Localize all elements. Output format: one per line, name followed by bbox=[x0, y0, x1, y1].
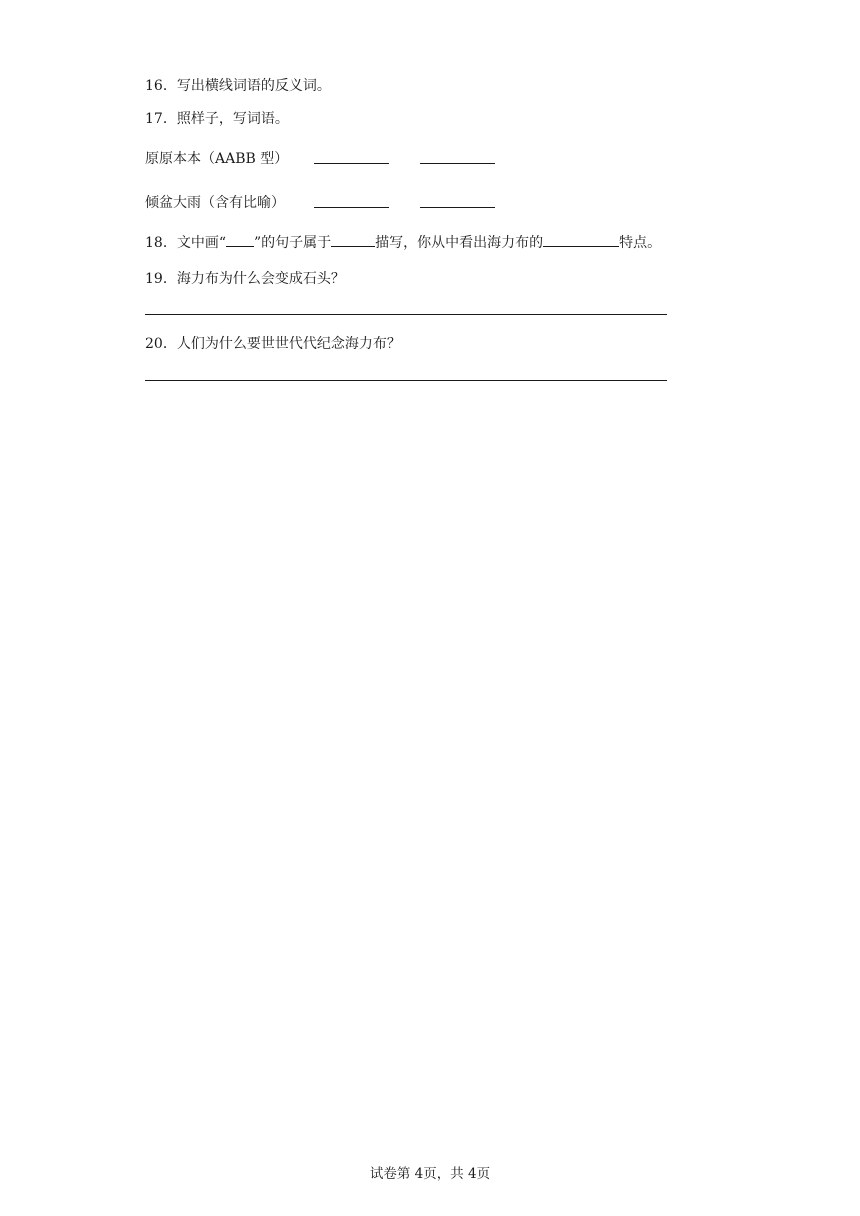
answer-line-20[interactable] bbox=[145, 380, 667, 381]
question-18 bbox=[145, 232, 661, 252]
question-19: 19．海力布为什么会变成石头？ bbox=[145, 271, 345, 287]
question-18-text-2: ”的句子属于 bbox=[253, 235, 332, 251]
question-16: 16．写出横线词语的反义词。 bbox=[145, 78, 331, 94]
question-18-text-4: 特点。 bbox=[619, 235, 662, 251]
answer-blank-17-2b[interactable] bbox=[420, 207, 495, 208]
answer-blank-18-trait[interactable] bbox=[543, 234, 619, 247]
answer-line-19[interactable] bbox=[145, 314, 667, 315]
question-20: 20．人们为什么要世世代代纪念海力布？ bbox=[145, 336, 401, 352]
question-18-text-3: 描写，你从中看出海力布的 bbox=[375, 235, 544, 251]
question-17: 17．照样子，写词语。 bbox=[145, 111, 289, 127]
answer-blank-18-underline-mark bbox=[226, 234, 254, 247]
question-17-row-2-label: 倾盆大雨（含有比喻） bbox=[145, 195, 285, 211]
answer-blank-18-description[interactable] bbox=[331, 234, 375, 247]
answer-blank-17-1a[interactable] bbox=[314, 163, 389, 164]
question-17-row-1-label: 原原本本（AABB 型） bbox=[145, 151, 289, 167]
answer-blank-17-1b[interactable] bbox=[420, 163, 495, 164]
answer-blank-17-2a[interactable] bbox=[314, 207, 389, 208]
question-18-text-1: 18．文中画“ bbox=[145, 235, 226, 251]
page-footer: 试卷第 4页，共 4页 bbox=[369, 1166, 491, 1182]
